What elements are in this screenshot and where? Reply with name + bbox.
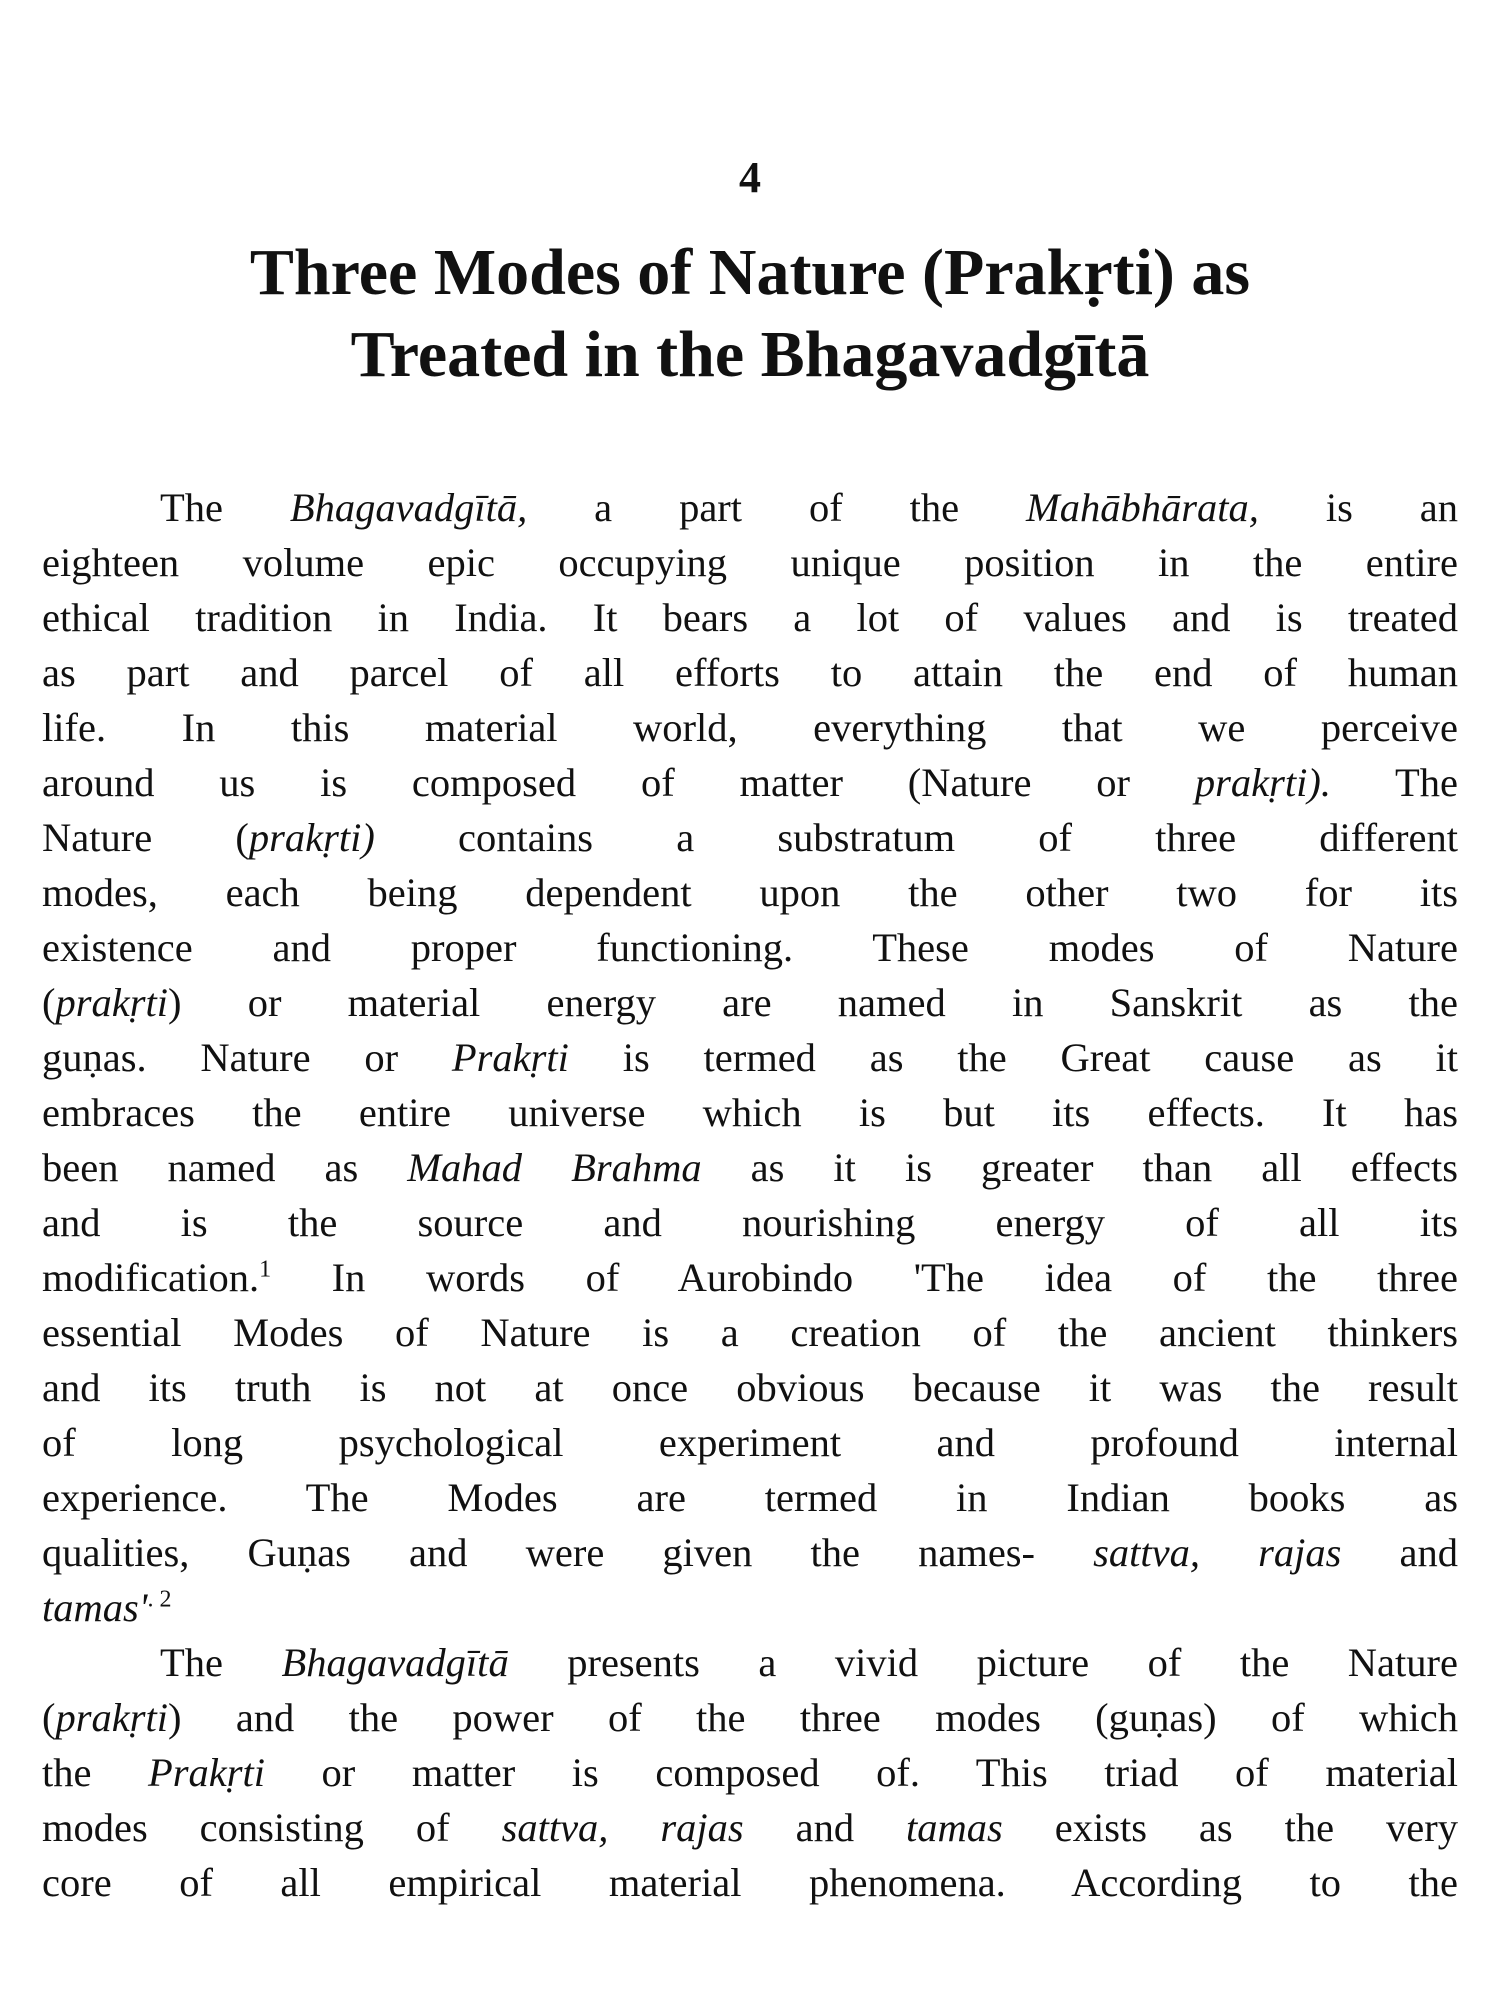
body-text — [42, 480, 1458, 1910]
paragraph-1-line: and is the source and nourishing energy of all its — [42, 1200, 1458, 1245]
paragraph-1-line: eighteen volume epic occupying unique position in the entire — [42, 540, 1458, 585]
paragraph-1-line: ethical tradition in India. It bears a lot of values and is treated — [42, 595, 1458, 640]
paragraph-1 — [42, 480, 1458, 1635]
paragraph-1-line: as part and parcel of all efforts to attain the end of human — [42, 650, 1458, 695]
paragraph-1-line: tamas'$^{. 2}$ — [42, 1585, 172, 1630]
paragraph-1-line: of long psychological experiment and profound internal — [42, 1420, 1458, 1465]
chapter-title — [0, 232, 1500, 396]
paragraph-2-line: The Bhagavadgītā presents a vivid picture of the Nature — [160, 1640, 1458, 1685]
paragraph-1-line: been named as Mahad Brahma as it is greater than all effects — [42, 1145, 1458, 1190]
paragraph-2-line: the Prakṛti or matter is composed of. This triad of material — [42, 1750, 1458, 1795]
paragraph-2-line: (prakṛti) and the power of the three modes (guṇas) of which — [42, 1695, 1458, 1740]
chapter-number: 4 — [739, 153, 761, 202]
paragraph-1-line: around us is composed of matter (Nature or prakṛti). The — [42, 760, 1459, 805]
paragraph-2-line: modes consisting of sattva, rajas and tamas exists as the very — [42, 1805, 1459, 1850]
chapter-title-line-2: Treated in the Bhagavadgītā — [350, 318, 1150, 391]
paragraph-2-line: core of all empirical material phenomena. According to the — [42, 1860, 1458, 1905]
paragraph-1-line: life. In this material world, everything that we perceive — [42, 705, 1458, 750]
paragraph-1-line: guṇas. Nature or Prakṛti is termed as the Great cause as it — [42, 1035, 1458, 1080]
paragraph-1-line: Nature (prakṛti) contains a substratum of three different — [42, 815, 1458, 860]
paragraph-1-line: modification.$^1$ In words of Aurobindo 'The idea of the three — [42, 1255, 1458, 1300]
paragraph-1-line: and its truth is not at once obvious because it was the result — [42, 1365, 1458, 1410]
paragraph-1-line: qualities, Guṇas and were given the names- sattva, rajas and — [42, 1530, 1458, 1575]
paragraph-1-line: modes, each being dependent upon the other two for its — [42, 870, 1458, 915]
paragraph-1-line: (prakṛti) or material energy are named in Sanskrit as the — [42, 980, 1458, 1025]
paragraph-1-line: essential Modes of Nature is a creation of the ancient thinkers — [42, 1310, 1458, 1355]
paragraph-1-line: The Bhagavadgītā, a part of the Mahābhārata, is an — [160, 485, 1458, 530]
chapter-title-line-1: Three Modes of Nature (Prakṛti) as — [249, 236, 1251, 309]
footnote-ref-1: 1 — [259, 1256, 272, 1283]
paragraph-1-line: experience. The Modes are termed in Indian books as — [42, 1475, 1458, 1520]
footnote-ref-2: . 2 — [147, 1586, 172, 1613]
paragraph-1-line: existence and proper functioning. These modes of Nature — [42, 925, 1458, 970]
paragraph-1-line: embraces the entire universe which is but its effects. It has — [42, 1090, 1458, 1135]
paragraph-2 — [42, 1635, 1458, 1910]
